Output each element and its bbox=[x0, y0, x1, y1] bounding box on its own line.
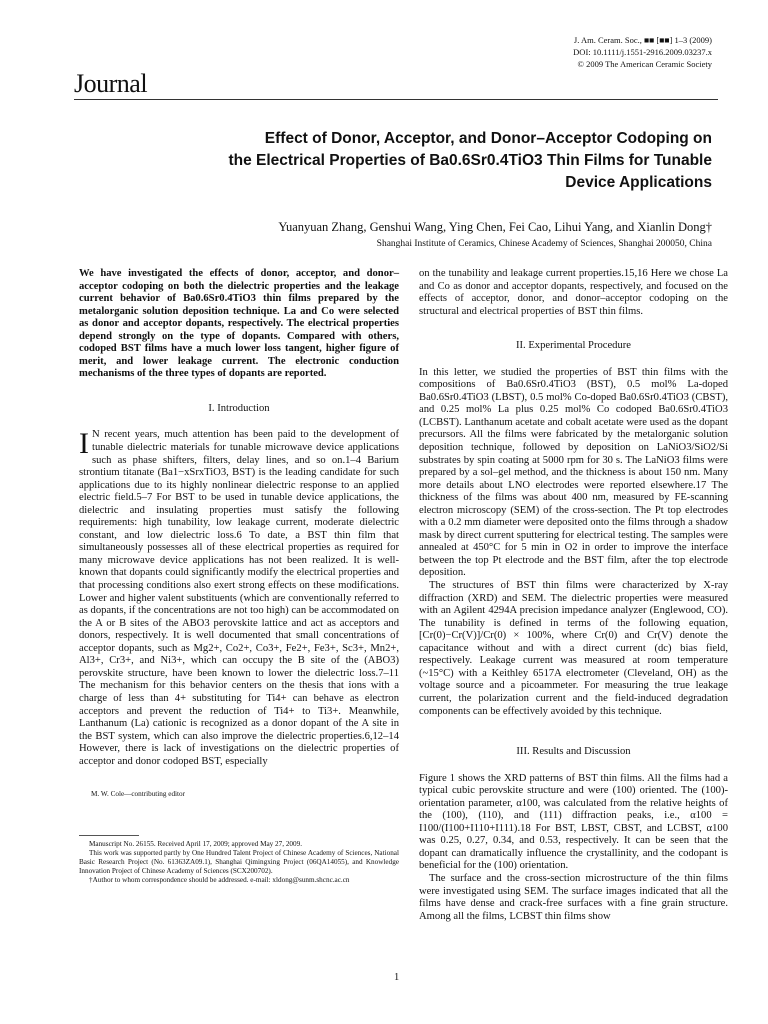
funding-note: This work was supported partly by One Hundred Talent Project of Chinese Academy of Sciences, National Basic Research Project (No. 61363ZA09.1), Shanghai Qimingxing Project (06QA14055), and Knowledge Innovation Project of Chinese Academy of Sciences (SCX200702). bbox=[79, 849, 399, 876]
introduction-paragraph bbox=[79, 429, 399, 768]
article-title bbox=[60, 128, 712, 194]
results-paragraph: The surface and the cross-section microstructure of the thin films were investigated using SEM. The surface images indicated that all the films have dense and crack-free surfaces with a fine grain structure. Among all the films, LCBST thin films show bbox=[419, 872, 728, 922]
citation-block bbox=[573, 34, 712, 70]
title-line: Device Applications bbox=[565, 174, 712, 191]
section-heading-introduction: I. Introduction bbox=[208, 402, 270, 414]
experimental-paragraph: In this letter, we studied the properties of BST thin films with the compositions of Ba0.6Sr0.4TiO3 (BST), 0.5 mol% La-doped Ba0.6Sr0.4TiO3 (LBST), 0.5 mol% Co-doped Ba0.6Sr0.4TiO3 (CBST), and 0.25 mol% La plus 0.25 mol% Co codoped Ba0.6Sr0.4TiO3 (LCBST). Lanthanum acetate and cobalt acetate were used as the dopant precursors. All the films were fabricated by the metalorganic solution deposition technique, followed by deposition on LaNiO3/SiO2/Si substrates by spin coating at 5000 rpm for 30 s. The LaNiO3 films were prepared by a sol–gel method, and the thickness is about 150 nm. Many more details about LNO electrodes were reported elsewhere.17 The thickness of the films was about 400 nm, measured by FE-scanning electron microscopy (SEM) of the cross-section. The Pt top electrodes with a 0.2 mm diameter were deposited onto the films through a shadow mask by direct current sputtering for electrical testing. The samples were annealed at 450°C for 5 min in O2 in order to improve the interface between the top Pt electrode and the BST film, after the top electrode deposition. bbox=[419, 366, 728, 579]
header-rule bbox=[74, 99, 718, 100]
author-note: †Author to whom correspondence should be addressed. e-mail: xldong@sunm.shcnc.ac.cn bbox=[89, 876, 350, 885]
affiliation: Shanghai Institute of Ceramics, Chinese Academy of Sciences, Shanghai 200050, China bbox=[376, 239, 712, 249]
title-line: Effect of Donor, Acceptor, and Donor–Acceptor Codoping on bbox=[264, 130, 712, 147]
drop-cap: I bbox=[79, 427, 89, 461]
copyright-line: © 2009 The American Ceramic Society bbox=[577, 59, 712, 69]
title-line: the Electrical Properties of Ba0.6Sr0.4TiO3 Thin Films for Tunable bbox=[228, 152, 712, 169]
author-list: Yuanyuan Zhang, Genshui Wang, Ying Chen, Fei Cao, Lihui Yang, and Xianlin Dong† bbox=[278, 220, 712, 234]
citation-line: J. Am. Ceram. Soc., ■■ [■■] 1–3 (2009) bbox=[573, 35, 712, 45]
page-number: 1 bbox=[394, 972, 400, 983]
introduction-text: N recent years, much attention has been paid to the development of tunable dielectric materials for tunable microwave device applications such as phase shifters, filters, delay lines, and so on.1–4 Barium strontium titanate (Ba1−xSrxTiO3, BST) is the leading candidate for such applications due to its highly nonlinear dielectric response to an applied electric field.5–7 For BST to be used in tunable device applications, the dielectric and insulating properties must satisfy the following requirements: high tunability, low leakage current, moderate dielectric constant, and low dielectric loss.6 To date, a BST thin film that simultaneously possesses all of these electrical properties as required for many microwave device applications has not been realized. It is well-known that dopants could significantly modify the electrical properties and that processing conditions also exert strong effects on these modifications. Lower and higher valent substituents (which are conventionally referred to as dopants, if the concentrations are not too high) can be accommodated on the A or B sites of the ABO3 perovskite lattice and act as acceptors and donors, respectively. It is well documented that small concentrations of acceptor dopants, such as Mg2+, Co2+, Co3+, Fe2+, Fe3+, Sc3+, Mn2+, Al3+, Cr3+, and Ni3+, which can occupy the B site of the (ABO3) perovskite structure, have been known to lower the dielectric loss.7–11 The mechanism for this behavior centers on the thesis that ions with a charge of less than 4+ substituting for Ti4+ can behave as electron acceptors and prevent the reduction of Ti4+ to Ti3+. Meanwhile, Lanthanum (La) cationic is recognized as a donor dopant of the A site in the BST system, which can also improve the dielectric properties.6,12–14 However, there is lack of investigations on the dielectric properties of acceptor and donor codoped BST, especially bbox=[79, 429, 399, 767]
footnote-rule bbox=[79, 835, 139, 836]
doi-line: DOI: 10.1111/j.1551-2916.2009.03237.x bbox=[573, 47, 712, 57]
journal-logo: Journal bbox=[74, 69, 148, 98]
editor-note: M. W. Cole—contributing editor bbox=[91, 790, 186, 799]
right-column bbox=[419, 268, 728, 923]
section-heading-results: III. Results and Discussion bbox=[516, 746, 631, 758]
abstract: We have investigated the effects of donor, acceptor, and donor–acceptor codoping on both the dielectric properties and the leakage current behavior of Ba0.6Sr0.4TiO3 thin films prepared by the metalorganic solution deposition technique. La and Co were selected as donor and acceptor dopants, respectively. The electrical properties depend strongly on the type of dopants. Compared with others, codoped BST films have a much lower loss tangent, higher figure of merit, and lower leakage current. The electronic conduction mechanisms of the three types of dopants are reported. bbox=[79, 268, 399, 380]
results-paragraph: Figure 1 shows the XRD patterns of BST thin films. All the films had a typical cubic perovskite structure and were (100) oriented. The (100)-orientation parameter, α100, was calculated from the relative heights of the (100), (110), and (111) diffraction peaks, i.e., α100 = I100/(I100+I110+I111).18 For BST, LBST, CBST, and LCBST, α100 was 0.25, 0.27, 0.34, and 0.53, respectively. It can be seen that the dopant can dramatically influence the crystallinity, and the codopant is beneficial for the (100) orientation. bbox=[419, 772, 728, 872]
section-heading-experimental: II. Experimental Procedure bbox=[515, 340, 631, 352]
manuscript-note: Manuscript No. 26155. Received April 17, 2009; approved May 27, 2009. bbox=[89, 840, 302, 849]
experimental-paragraph: The structures of BST thin films were characterized by X-ray diffraction (XRD) and SEM. The dielectric properties were measured with an Agilent 4294A precision impedance analyzer (Englewood, CO). The tunability is defined in terms of the following equation, [Cr(0)−Cr(V)]/Cr(0) × 100%, where Cr(0) and Cr(V) denote the capacitance without and with a direct current (dc) bias field, respectively. Leakage current was measured at room temperature (~15°C) with a Keithley 6517A electrometer (Cleveland, OH) as the voltage source and a picoammeter. For measuring the true leakage current, the polarization current and the field-induced degradation components can be effectively avoided by this technique. bbox=[419, 580, 728, 717]
introduction-continued: on the tunability and leakage current properties.15,16 Here we chose La and Co as donor and acceptor dopants, respectively, and focused on the effects of acceptor, donor, and donor–acceptor codoping on the structural and electrical properties of BST thin films. bbox=[419, 268, 728, 317]
left-column bbox=[79, 268, 399, 885]
